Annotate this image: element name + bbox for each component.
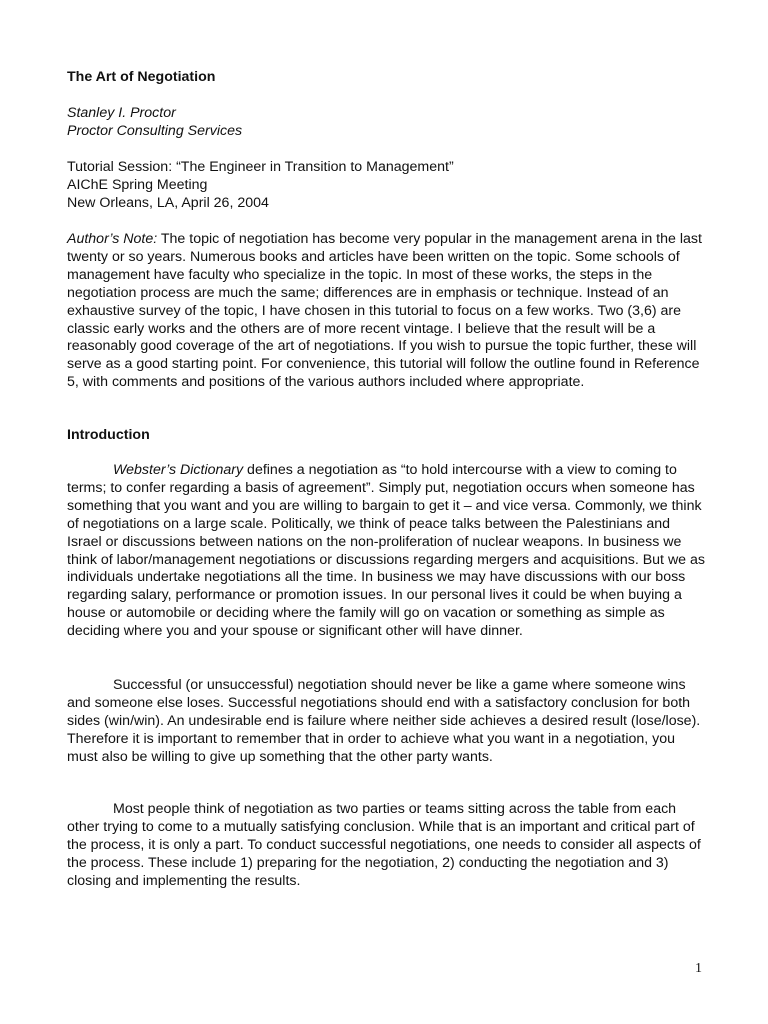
introduction-paragraph-1-text: defines a negotiation as “to hold intercourse with a view to coming to terms; to confer regarding a basis of agreement”. Simply put, negotiation occurs when someone has something that you want and you are willing to bargain to get it – and vice versa. Commonly, we think of negotiations on a large scale. Politically, we think of peace talks between the Palestinians and Israel or discussions between nations on the non-proliferation of nuclear weapons. In business we think of labor/management negotiations or discussions regarding mergers and acquisitions. But we as individuals undertake negotiations all the time. In business we may have discussions with our boss regarding salary, performance or promotion issues. In our personal lives it could be when buying a house or automobile or deciding where the family will go on vacation or something as simple as deciding where you and your spouse or significant other will have dinner. bbox=[67, 462, 706, 640]
authors-note-label: Author’s Note: bbox=[67, 231, 158, 247]
introduction-paragraph-2: Successful (or unsuccessful) negotiation should never be like a game where someone wins and someone else loses. Successful negotiations should end with a satisfactory conclusion for both sides (win/win). An undesirable end is failure where neither side achieves a desired result (lose/lose). Therefore it is important to remember that in order to achieve what you want in a negotiation, you must also be willing to give up something that the other party wants. bbox=[67, 677, 701, 765]
introduction-heading: Introduction bbox=[67, 427, 150, 443]
page-number: 1 bbox=[695, 961, 702, 976]
author-name: Stanley I. Proctor bbox=[67, 105, 176, 121]
meeting-location-date: New Orleans, LA, April 26, 2004 bbox=[67, 195, 269, 211]
introduction-paragraph-1 bbox=[67, 462, 707, 641]
authors-note-paragraph bbox=[67, 231, 707, 392]
authors-note-text: The topic of negotiation has become very popular in the management arena in the last twenty or so years. Numerous books and articles have been written on the topic. Some schools of management have faculty who specialize in the topic. In most of these works, the steps in the negotiation process are much the same; differences are in emphasis or technique. Instead of an exhaustive survey of the topic, I have chosen in this tutorial to focus on a few works. Two (3,6) are classic early works and the others are of more recent vintage. I believe that the result will be a reasonably good coverage of the art of negotiations. If you wish to pursue the topic further, these will serve as a good starting point. For convenience, this tutorial will follow the outline found in Reference 5, with comments and positions of the various authors included where appropriate. bbox=[67, 231, 702, 391]
author-affiliation: Proctor Consulting Services bbox=[67, 123, 243, 139]
websters-dictionary-reference: Webster’s Dictionary bbox=[113, 462, 244, 478]
session-title: Tutorial Session: “The Engineer in Transition to Management” bbox=[67, 159, 454, 175]
meeting-name: AIChE Spring Meeting bbox=[67, 177, 208, 193]
document-title: The Art of Negotiation bbox=[67, 69, 216, 85]
introduction-paragraph-3: Most people think of negotiation as two parties or teams sitting across the table from each other trying to come to a mutually satisfying conclusion. While that is an important and critical part of the process, it is only a part. To conduct successful negotiations, one needs to consider all aspects of the process. These include 1) preparing for the negotiation, 2) conducting the negotiation and 3) closing and implementing the results. bbox=[67, 801, 701, 889]
